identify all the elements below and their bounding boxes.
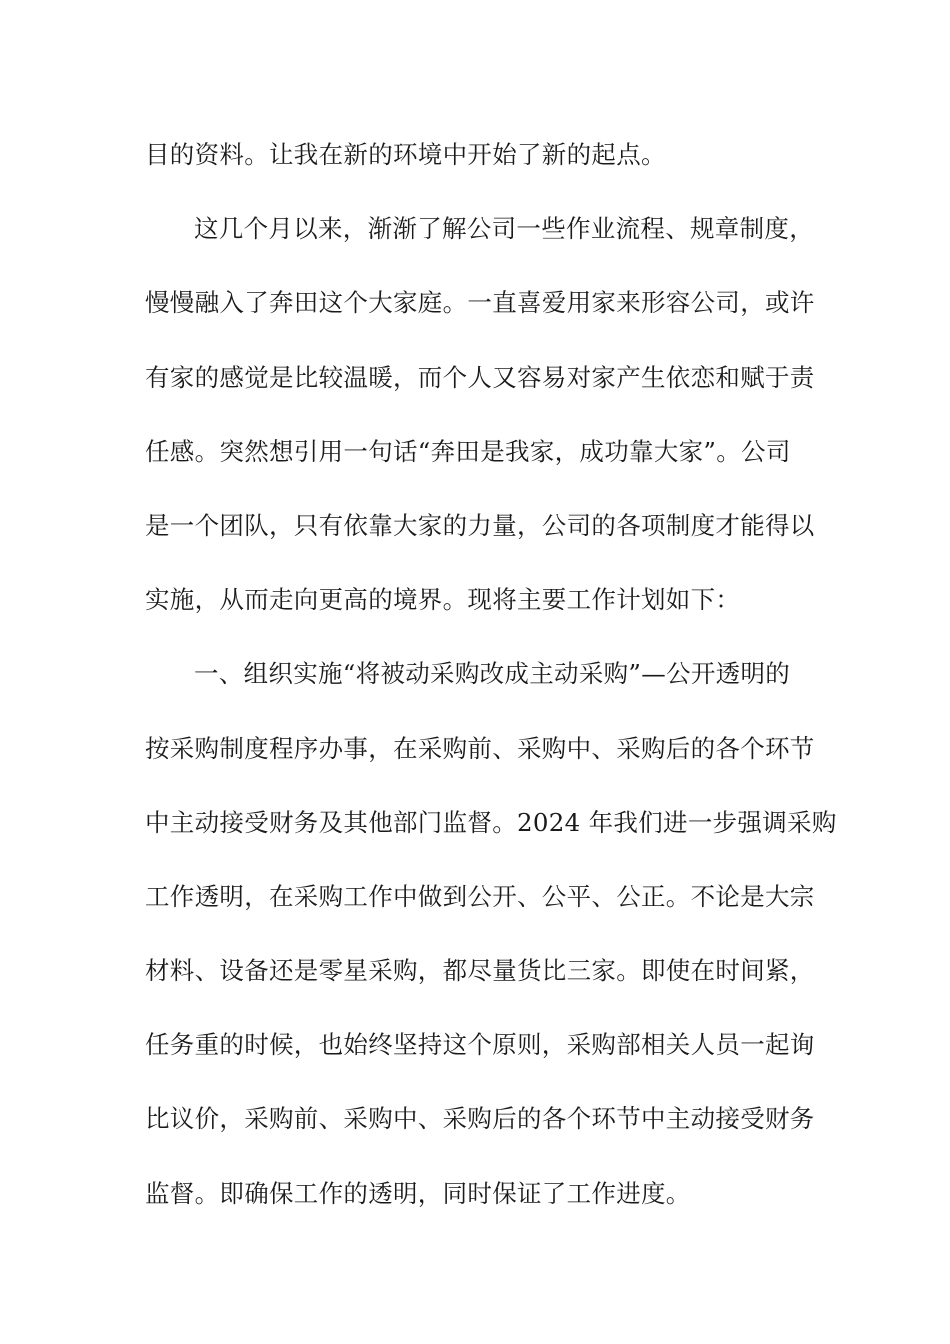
text-line: 工作透明，在采购工作中做到公开、公平、公正。不论是大宗 (145, 881, 815, 911)
paragraph-first-line: 一、组织实施“将被动采购改成主动采购”—公开透明的 (194, 659, 791, 689)
text-line: 目的资料。让我在新的环境中开始了新的起点。 (145, 140, 666, 169)
text-line: 任务重的时候，也始终坚持这个原则，采购部相关人员一起询 (145, 1030, 815, 1060)
text-line: 任感。突然想引用一句话“奔田是我家，成功靠大家”。公司 (145, 436, 791, 466)
text-line: 中主动接受财务及其他部门监督。2024 年我们进一步强调采购 (145, 807, 837, 837)
text-line: 有家的感觉是比较温暖，而个人又容易对家产生依恋和赋于责 (145, 362, 815, 392)
text-line: 材料、设备还是零星采购，都尽量货比三家。即使在时间紧， (145, 956, 815, 986)
text-line: 是一个团队，只有依靠大家的力量，公司的各项制度才能得以 (145, 510, 815, 540)
document-body (145, 118, 837, 1231)
text-line: 按采购制度程序办事，在采购前、采购中、采购后的各个环节 (145, 733, 815, 763)
text-line: 实施，从而走向更高的境界。现将主要工作计划如下： (145, 585, 741, 615)
text-line: 比议价，采购前、采购中、采购后的各个环节中主动接受财务 (145, 1104, 815, 1134)
text-line: 监督。即确保工作的透明，同时保证了工作进度。 (145, 1178, 691, 1208)
text-line: 慢慢融入了奔田这个大家庭。一直喜爱用家来形容公司，或许 (145, 288, 815, 318)
paragraph-first-line: 这几个月以来，渐渐了解公司一些作业流程、规章制度， (194, 214, 814, 244)
